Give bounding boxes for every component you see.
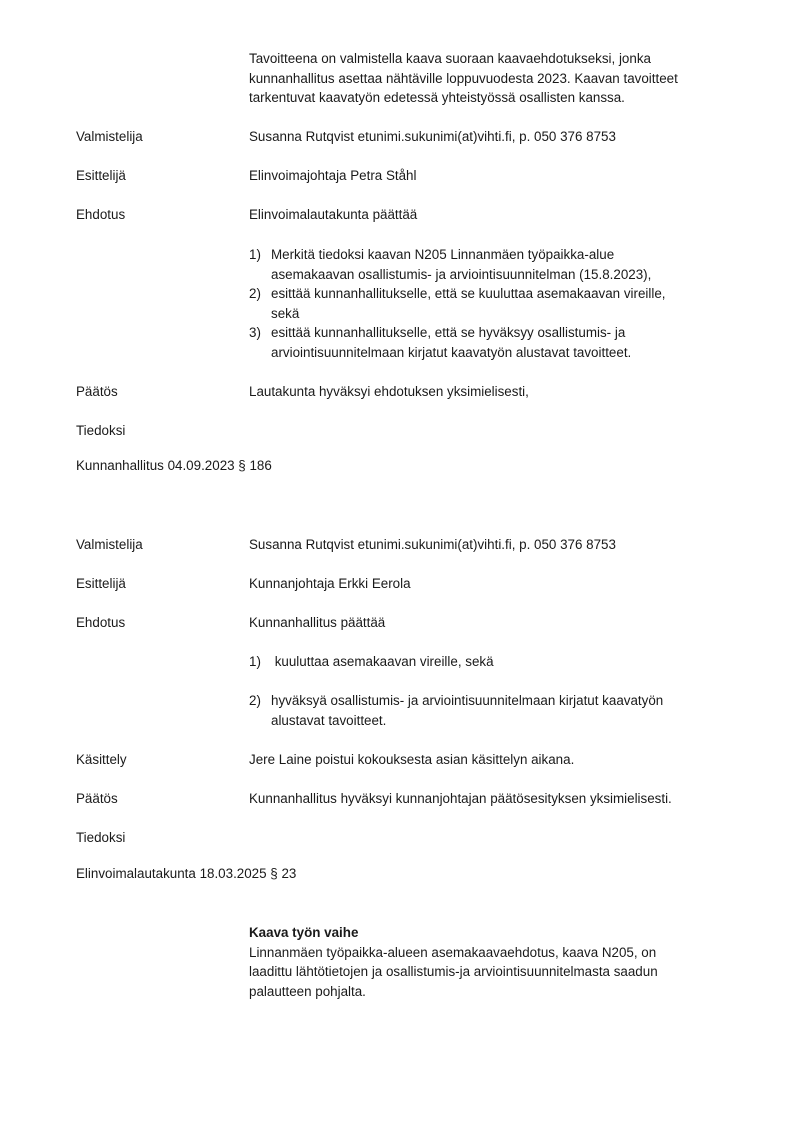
list-line: hyväksyä osallistumis- ja arviointisuunnitelmaan kirjatut kaavatyön: [271, 693, 664, 708]
s2-esittelija-value: Kunnanjohtaja Erkki Eerola: [249, 576, 411, 591]
s2-valmistelija-label: Valmistelija: [76, 537, 143, 552]
list-item: [249, 652, 729, 672]
list-item: [249, 245, 729, 284]
s1-proposal-list: [249, 245, 729, 362]
s2-esittelija-label: Esittelijä: [76, 576, 126, 591]
list-number: 1): [249, 247, 261, 262]
list-number: 2): [249, 693, 261, 708]
heading-kunnanhallitus: Kunnanhallitus 04.09.2023 § 186: [76, 458, 272, 473]
s2-valmistelija-value: Susanna Rutqvist etunimi.sukunimi(at)vihti.fi, p. 050 376 8753: [249, 537, 616, 552]
heading-elinvoimalautakunta: Elinvoimalautakunta 18.03.2025 § 23: [76, 866, 297, 881]
s3-line: palautteen pohjalta.: [249, 983, 366, 999]
s3-line: laadittu lähtötietojen ja osallistumis-ja arviointisuunnitelmasta saadun: [249, 964, 658, 979]
list-line: esittää kunnanhallitukselle, että se hyväksyy osallistumis- ja: [271, 325, 626, 340]
intro-line: tarkentuvat kaavatyön edetessä yhteistyössä osallisten kanssa.: [249, 90, 625, 105]
list-line: arviointisuunnitelmaan kirjatut kaavatyön alustavat tavoitteet.: [271, 344, 632, 360]
intro-paragraph: [249, 49, 749, 108]
s1-ehdotus-label: Ehdotus: [76, 207, 126, 222]
s1-ehdotus-value: Elinvoimalautakunta päättää: [249, 207, 418, 222]
s2-kasittely-value: Jere Laine poistui kokouksesta asian käsittelyn aikana.: [249, 752, 575, 767]
list-item: [249, 323, 729, 362]
list-number: 1): [249, 654, 261, 669]
list-item: [249, 284, 729, 323]
s2-proposal-list-cont: [249, 691, 729, 730]
list-line: kuuluttaa asemakaavan vireille, sekä: [271, 654, 494, 669]
list-line: alustavat tavoitteet.: [271, 712, 387, 728]
s1-paatos-label: Päätös: [76, 384, 118, 399]
s3-block: [249, 923, 749, 1001]
list-item: [249, 691, 729, 730]
s1-paatos-value: Lautakunta hyväksyi ehdotuksen yksimielisesti,: [249, 384, 529, 399]
s1-tiedoksi-label: Tiedoksi: [76, 423, 126, 438]
list-line: Merkitä tiedoksi kaavan N205 Linnanmäen työpaikka-alue: [271, 247, 615, 262]
s2-paatos-value: Kunnanhallitus hyväksyi kunnanjohtajan päätösesityksen yksimielisesti.: [249, 791, 672, 806]
list-line: esittää kunnanhallitukselle, että se kuuluttaa asemakaavan vireille,: [271, 286, 666, 301]
intro-line: kunnanhallitus asettaa nähtäville loppuvuodesta 2023. Kaavan tavoitteet: [249, 70, 678, 86]
list-number: 2): [249, 286, 261, 301]
s2-kasittely-label: Käsittely: [76, 752, 127, 767]
s1-esittelija-label: Esittelijä: [76, 168, 126, 183]
s1-valmistelija-label: Valmistelija: [76, 129, 143, 144]
s1-valmistelija-value: Susanna Rutqvist etunimi.sukunimi(at)vihti.fi, p. 050 376 8753: [249, 129, 616, 144]
intro-line: Tavoitteena on valmistella kaava suoraan kaavaehdotukseksi, jonka: [249, 51, 651, 66]
s2-ehdotus-value: Kunnanhallitus päättää: [249, 615, 386, 630]
list-number: 3): [249, 325, 261, 340]
list-line: asemakaavan osallistumis- ja arviointisuunnitelman (15.8.2023),: [271, 266, 652, 282]
s3-line: Linnanmäen työpaikka-alueen asemakaavaehdotus, kaava N205, on: [249, 944, 657, 960]
s3-title: Kaava työn vaihe: [249, 925, 359, 940]
s1-esittelija-value: Elinvoimajohtaja Petra Ståhl: [249, 168, 417, 183]
s2-ehdotus-label: Ehdotus: [76, 615, 126, 630]
s2-proposal-list: [249, 652, 729, 672]
s2-paatos-label: Päätös: [76, 791, 118, 806]
s2-tiedoksi-label: Tiedoksi: [76, 830, 126, 845]
list-line: sekä: [271, 305, 300, 321]
